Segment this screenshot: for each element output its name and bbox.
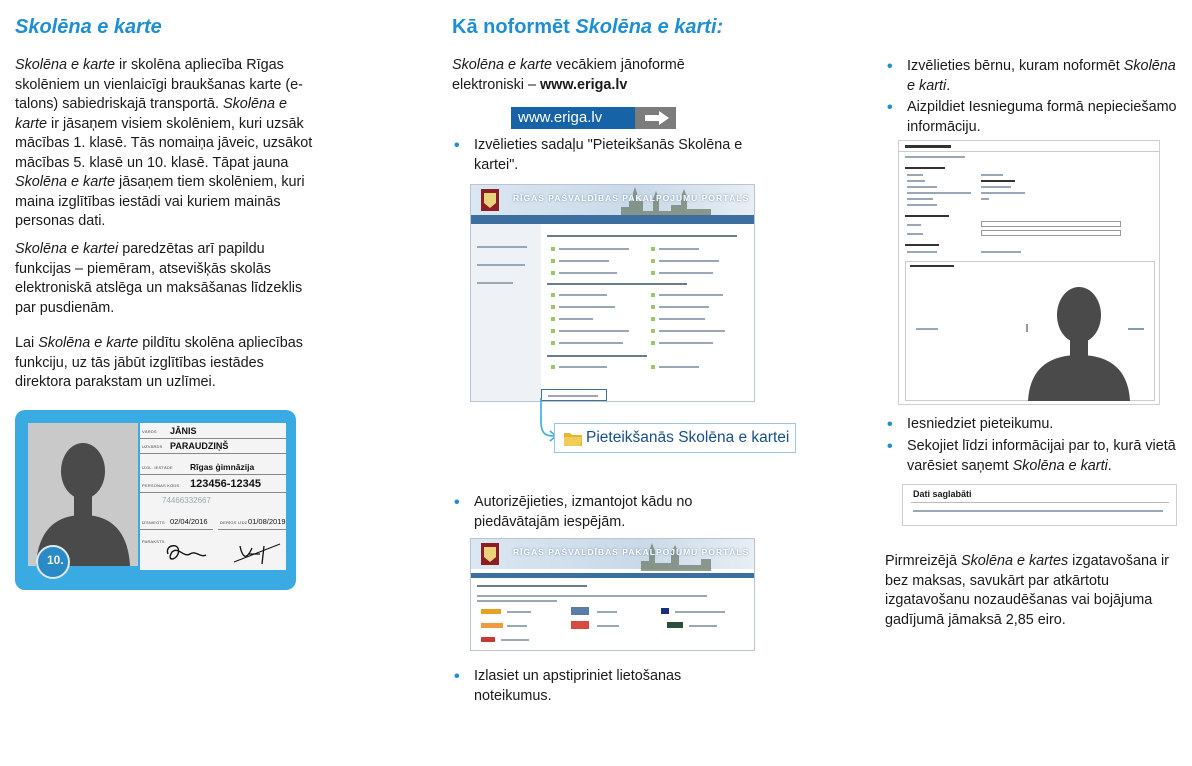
menu-bullet (551, 317, 555, 321)
form-label-line (907, 198, 933, 200)
step-submit (885, 415, 1180, 435)
menu-bullet (551, 293, 555, 297)
field-label: IZSNIEGTS (142, 520, 165, 525)
form-label-line (907, 192, 971, 194)
saved-divider (911, 502, 1169, 503)
menu-bullet (651, 305, 655, 309)
signature-icon (160, 540, 284, 566)
text-fragment: vecākiem jānoformē elektroniski – (452, 57, 685, 93)
sidebar-line (477, 264, 525, 266)
bank-logo (661, 608, 669, 614)
menu-line (559, 306, 615, 308)
menu-line (559, 294, 607, 296)
data-saved-box (902, 484, 1177, 526)
bank-logo (481, 609, 501, 614)
field-label: PERSONAS KODS (142, 483, 180, 488)
menu-heading-line (547, 235, 737, 237)
step-text: Aizpildiet Iesnieguma formā nepieciešamo informāciju. (907, 99, 1177, 135)
text-fragment: jāsaņem tiem skolēniem, kuri maina izglītības iestādi vai kuriem mainās personas dati. (15, 174, 305, 229)
text-fragment: Pirmreizējā (885, 553, 961, 569)
menu-line (559, 366, 607, 368)
login-heading-line (477, 585, 587, 587)
menu-bullet (651, 271, 655, 275)
price-paragraph (885, 552, 1180, 630)
portal-sidebar (471, 224, 541, 402)
menu-bullet (651, 329, 655, 333)
section-heading-how-to (452, 16, 723, 39)
bank-logo (481, 637, 495, 642)
saved-title: Dati saglabāti (913, 489, 972, 499)
menu-line (659, 260, 719, 262)
menu-line (548, 395, 598, 397)
menu-bullet (551, 365, 555, 369)
menu-line (559, 318, 593, 320)
step-choose-child (885, 57, 1180, 96)
card-name-text: Skolēna e karte (15, 57, 115, 73)
menu-bullet (651, 293, 655, 297)
card-name-text: Skolēna e karti (907, 58, 1176, 94)
photo-upload-area (905, 261, 1155, 401)
portal-screenshot-login (470, 538, 755, 651)
menu-heading-line (547, 355, 647, 357)
field-label: UZVĀRDS (142, 444, 163, 449)
form-title-line (905, 145, 951, 148)
menu-line (559, 272, 617, 274)
menu-bullet (651, 317, 655, 321)
step-text: Izlasiet un apstipriniet lietošanas noteikumus. (474, 668, 682, 704)
folder-icon (563, 430, 583, 447)
card-name-text: Skolēna e karte (15, 174, 115, 190)
field-value: PARAUDZIŅŠ (170, 441, 229, 451)
bank-name-line (507, 611, 531, 613)
heading-text: Kā noformēt (452, 16, 576, 38)
step-text: . (946, 77, 951, 94)
bank-name-line (689, 625, 717, 627)
card-row-code (140, 477, 286, 493)
form-value-line (981, 180, 1015, 182)
form-value-line (981, 198, 989, 200)
section-heading-card: Skolēna e karte (15, 16, 162, 38)
menu-line (559, 248, 629, 250)
card-row-last-name (140, 440, 286, 454)
intro-paragraph (452, 56, 742, 95)
bank-name-line (597, 611, 617, 613)
apply-for-card-item[interactable] (554, 423, 796, 453)
field-label: VĀRDS (142, 429, 157, 434)
field-value: 123456-12345 (190, 478, 261, 490)
bank-logo (481, 623, 503, 628)
form-value-line (981, 174, 1003, 176)
bank-name-line (675, 611, 725, 613)
bank-logo (571, 621, 589, 629)
step-text: Izvēlieties sadaļu "Pieteikšanās Skolēna e kartei". (474, 137, 743, 173)
form-line (905, 156, 965, 158)
login-text-line (477, 595, 707, 597)
application-form-screenshot (898, 140, 1160, 405)
field-value: JĀNIS (170, 426, 197, 436)
step-text: Izvēlieties bērnu, kuram noformēt (907, 58, 1124, 74)
sidebar-line (477, 246, 527, 248)
button-label: www.eriga.lv (511, 107, 635, 129)
field-value: 02/04/2016 (170, 517, 208, 526)
card-row-issued (140, 516, 213, 530)
bullet-icon: • (887, 99, 893, 116)
menu-bullet (551, 247, 555, 251)
field-label: PARAKSTS (142, 539, 165, 544)
sticker-text: 10. (47, 553, 64, 567)
menu-line (559, 260, 609, 262)
step-choose-section (452, 136, 752, 175)
field-label: IZGL. IESTĀDE (142, 465, 173, 470)
step-text: Sekojiet līdzi informācijai par to, kurā vietā varēsiet saņemt (907, 438, 1176, 474)
form-section-line (905, 167, 945, 169)
card-name-text: Skolēna e karte (38, 335, 139, 351)
field-label: DERĪGS LĪDZ (220, 520, 248, 525)
step-text: Autorizējieties, izmantojot kādu no piedāvātajām iespējām. (474, 494, 693, 530)
card-row-school (140, 461, 286, 475)
form-section-line (905, 215, 949, 217)
card-description-paragraph (15, 56, 315, 232)
portal-screenshot-menu (470, 184, 755, 402)
step-text: . (1107, 457, 1112, 474)
form-label-line (907, 204, 937, 206)
login-text-line (477, 600, 557, 602)
form-label-line (907, 233, 923, 235)
text-fragment: ir skolēna apliecība Rīgas skolēniem un vienlaicīgi braukšanas karte (e-talons) sabiedriskajā transportā. (15, 57, 303, 112)
card-name-text: Skolēna e karti (1012, 457, 1108, 474)
field-value: 01/08/2019 (248, 517, 286, 526)
form-value-line (981, 192, 1025, 194)
bank-name-line (597, 625, 619, 627)
bank-logo (571, 607, 589, 615)
menu-bullet (651, 259, 655, 263)
heading-text: Skolēna e karti: (575, 16, 724, 38)
card-row-first-name (140, 425, 286, 439)
card-name-text: Skolēna e karte (452, 57, 552, 73)
menu-bullet (651, 247, 655, 251)
apply-item-label: Pieteikšanās Skolēna e kartei (586, 429, 790, 446)
portal-title: RĪGAS PAŠVALDĪBAS PAKALPOJUMU PORTĀLS (513, 193, 750, 203)
text-fragment: paredzētas arī papildu funkcijas – piemēram, atsevišķās skolās elektroniskā atslēga un maksāšanas līdzeklis par pusdienām. (15, 241, 303, 316)
menu-line (659, 248, 699, 250)
form-label-line (916, 328, 938, 330)
bank-name-line (507, 625, 527, 627)
card-validity-paragraph (15, 334, 320, 393)
form-label-line (907, 174, 923, 176)
menu-line (659, 294, 723, 296)
eriga-link-button[interactable] (511, 107, 676, 129)
menu-bullet (651, 365, 655, 369)
student-photo-placeholder (28, 423, 138, 566)
arrow-right-icon (643, 110, 671, 126)
portal-title: RĪGAS PAŠVALDĪBAS PAKALPOJUMU PORTĀLS (513, 547, 750, 557)
person-silhouette-icon (1024, 271, 1134, 401)
menu-heading-line (547, 283, 687, 285)
bank-logo (667, 622, 683, 628)
phone-field (981, 230, 1121, 236)
bank-name-line (501, 639, 529, 641)
menu-line (659, 342, 713, 344)
bullet-icon: • (454, 494, 460, 511)
card-functions-paragraph (15, 240, 315, 318)
portal-nav-bar (471, 215, 755, 224)
card-name-text: Skolēna e kartes (960, 553, 1069, 569)
menu-bullet (651, 341, 655, 345)
card-row-signature (140, 535, 286, 567)
step-fill-form (885, 98, 1180, 137)
form-label-line (907, 186, 937, 188)
text-fragment: Lai (15, 335, 39, 351)
menu-line (659, 272, 713, 274)
menu-bullet (551, 329, 555, 333)
menu-line (659, 318, 705, 320)
bullet-icon: • (887, 416, 893, 433)
form-value-line (981, 186, 1011, 188)
step-accept-terms (452, 667, 752, 706)
menu-bullet (551, 305, 555, 309)
form-label-line (907, 180, 925, 182)
card-row-valid (218, 516, 286, 530)
menu-bullet (551, 341, 555, 345)
form-value-line (981, 251, 1021, 253)
text-fragment: izgatavošana ir bez maksas, savukārt par atkārtotu izgatavošanu nozaudēšanas vai bojājuma gadījumā jāmaksā 2,85 eiro. (885, 553, 1169, 628)
saved-text-line (913, 510, 1163, 512)
bullet-icon: • (887, 58, 893, 75)
person-silhouette-icon (28, 423, 138, 566)
card-name-text: Skolēna e kartei (15, 241, 119, 257)
form-divider (899, 151, 1160, 152)
form-section-line (910, 265, 954, 267)
card-name-text: Skolēna e karte (15, 96, 287, 132)
field-value: Rīgas ģimnāzija (190, 462, 255, 472)
menu-bullet (551, 271, 555, 275)
sidebar-line (477, 282, 513, 284)
bullet-icon: • (454, 668, 460, 685)
step-follow-info (885, 437, 1180, 476)
menu-line (659, 306, 709, 308)
menu-line (659, 366, 699, 368)
menu-bullet (551, 259, 555, 263)
text-fragment: pildītu skolēna apliecības funkciju, uz tās jābūt izglītības iestādes direktora parakstam un uzlīmei. (15, 335, 303, 390)
card-row-serial (140, 495, 286, 509)
form-label-line (907, 251, 937, 253)
portal-nav-bar (471, 573, 755, 578)
step-text: Iesniedziet pieteikumu. (907, 416, 1054, 432)
form-section-line (905, 244, 939, 246)
menu-line (559, 342, 623, 344)
card-fields (140, 423, 286, 570)
field-value: 74466332667 (162, 496, 211, 505)
grade-sticker (36, 545, 70, 579)
text-fragment: ir jāsaņem visiem skolēniem, kuri uzsāk mācības 1. klasē. Tās nomaiņa jāveic, uzsākot mācības 5. klasē un 10. klasē. Tāpat jauna (15, 115, 313, 171)
email-field (981, 221, 1121, 227)
form-label-line (907, 224, 921, 226)
menu-line (559, 330, 629, 332)
menu-line (659, 330, 725, 332)
url-text: www.eriga.lv (539, 76, 628, 93)
step-authorize (452, 493, 752, 532)
bullet-icon: • (454, 137, 460, 154)
bullet-icon: • (887, 438, 893, 455)
